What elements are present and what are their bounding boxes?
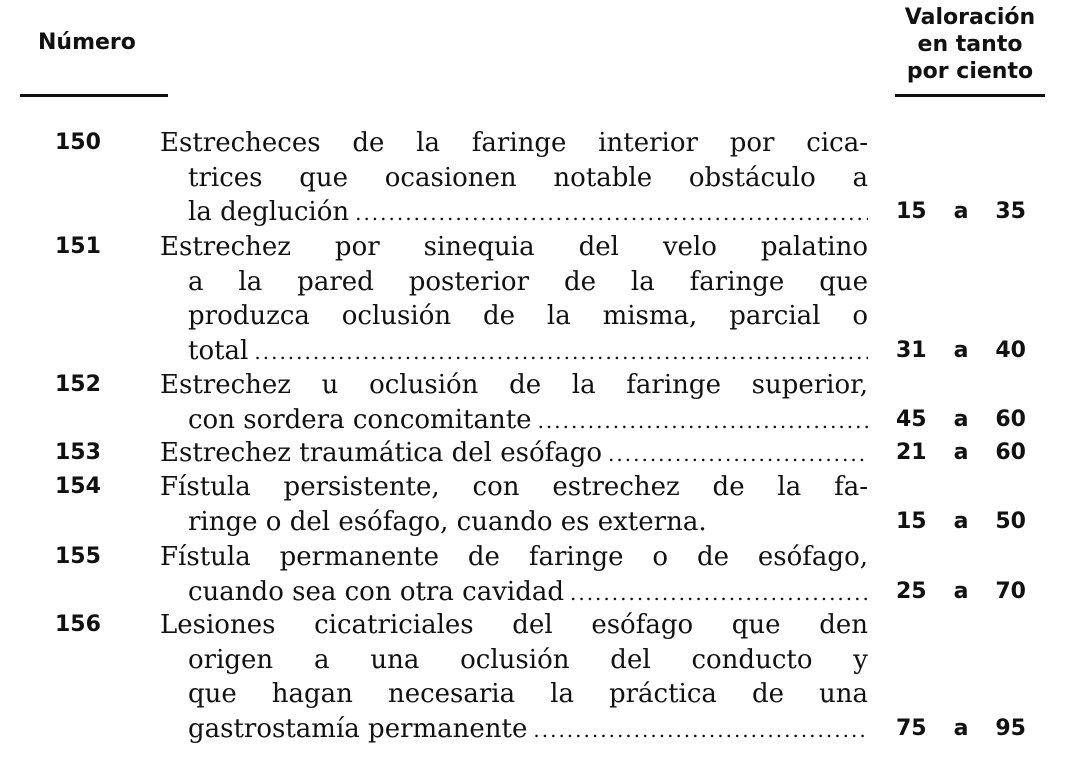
range-max: 40 (995, 337, 1026, 363)
description-line (160, 334, 868, 370)
description-line: origen a una oclusión del conducto y (188, 644, 868, 675)
description-line (160, 712, 868, 748)
header-line: Valoración (904, 5, 1036, 30)
entry-description (160, 230, 868, 369)
entry-number: 151 (55, 234, 101, 259)
description-text: total (188, 335, 249, 366)
description-line (160, 575, 868, 611)
range-separator: a (953, 406, 969, 432)
range-min: 21 (896, 440, 927, 465)
description-text: gastrostamía permanente (188, 713, 528, 744)
valuation-range (896, 195, 1026, 230)
entry-description (160, 126, 868, 231)
dot-leader (570, 576, 868, 611)
description-line (160, 436, 868, 472)
range-max: 70 (995, 578, 1026, 604)
header-rule-right (895, 94, 1045, 97)
valuation-range (896, 334, 1026, 369)
header-line: por ciento (906, 59, 1034, 84)
entry-description (160, 470, 868, 539)
range-separator: a (953, 508, 969, 534)
column-header-valoracion (885, 4, 1055, 85)
description-text: cuando sea con otra cavidad (188, 576, 564, 607)
description-line: que hagan necesaria la práctica de una (188, 679, 868, 709)
range-min: 15 (896, 508, 927, 534)
range-max: 95 (995, 715, 1026, 741)
description-text: con sordera concomitante (188, 404, 532, 435)
dot-leader (538, 404, 868, 439)
range-min: 45 (896, 406, 927, 432)
description-line: produzca oclusión de la misma, parcial o (188, 301, 868, 331)
valuation-range (896, 403, 1026, 438)
range-separator: a (953, 578, 969, 604)
description-line (160, 403, 868, 439)
range-separator: a (953, 440, 969, 465)
description-text: Estrechez traumática del esófago (160, 438, 603, 468)
description-line: ringe o del esófago, cuando es externa. (188, 506, 707, 537)
entry-description (160, 608, 868, 747)
entry-number: 156 (55, 612, 101, 637)
range-separator: a (953, 715, 969, 741)
range-max: 60 (995, 440, 1026, 465)
header-rule-left (20, 94, 168, 97)
entry-description (160, 368, 868, 438)
range-min: 15 (896, 199, 927, 224)
range-max: 50 (995, 508, 1026, 534)
description-line: Lesiones cicatriciales del esófago que den (160, 610, 868, 640)
description-line: Fístula persistente, con estrechez de la fa- (160, 472, 868, 502)
valuation-range (896, 505, 1026, 540)
entry-number: 152 (55, 372, 101, 397)
description-text: la deglución (188, 197, 350, 227)
column-header-numero: Número (38, 30, 136, 55)
dot-leader (355, 196, 868, 231)
dot-leader (608, 437, 868, 472)
entry-number: 155 (55, 544, 101, 569)
entry-number: 150 (55, 130, 101, 155)
description-line: Estrecheces de la faringe interior por cica- (160, 128, 868, 158)
entry-description (160, 436, 868, 472)
range-separator: a (953, 199, 969, 224)
range-min: 31 (896, 337, 927, 363)
description-line (160, 195, 868, 231)
range-max: 60 (995, 406, 1026, 432)
entry-description (160, 540, 868, 610)
range-max: 35 (995, 199, 1026, 224)
range-min: 25 (896, 578, 927, 604)
range-separator: a (953, 337, 969, 363)
header-line: en tanto (917, 32, 1023, 57)
description-line: a la pared posterior de la faringe que (188, 266, 868, 297)
valuation-range (896, 575, 1026, 610)
description-line: Estrechez u oclusión de la faringe superior, (160, 370, 868, 400)
dot-leader (533, 713, 868, 748)
dot-leader (254, 335, 868, 370)
valuation-range (896, 712, 1026, 747)
valuation-range (896, 436, 1026, 471)
entry-number: 154 (55, 474, 101, 499)
entry-number: 153 (55, 440, 101, 465)
description-line: trices que ocasionen notable obstáculo a (188, 162, 868, 193)
description-line: Fístula permanente de faringe o de esófago, (160, 542, 868, 572)
description-line: Estrechez por sinequia del velo palatino (160, 232, 868, 262)
range-min: 75 (896, 715, 927, 741)
